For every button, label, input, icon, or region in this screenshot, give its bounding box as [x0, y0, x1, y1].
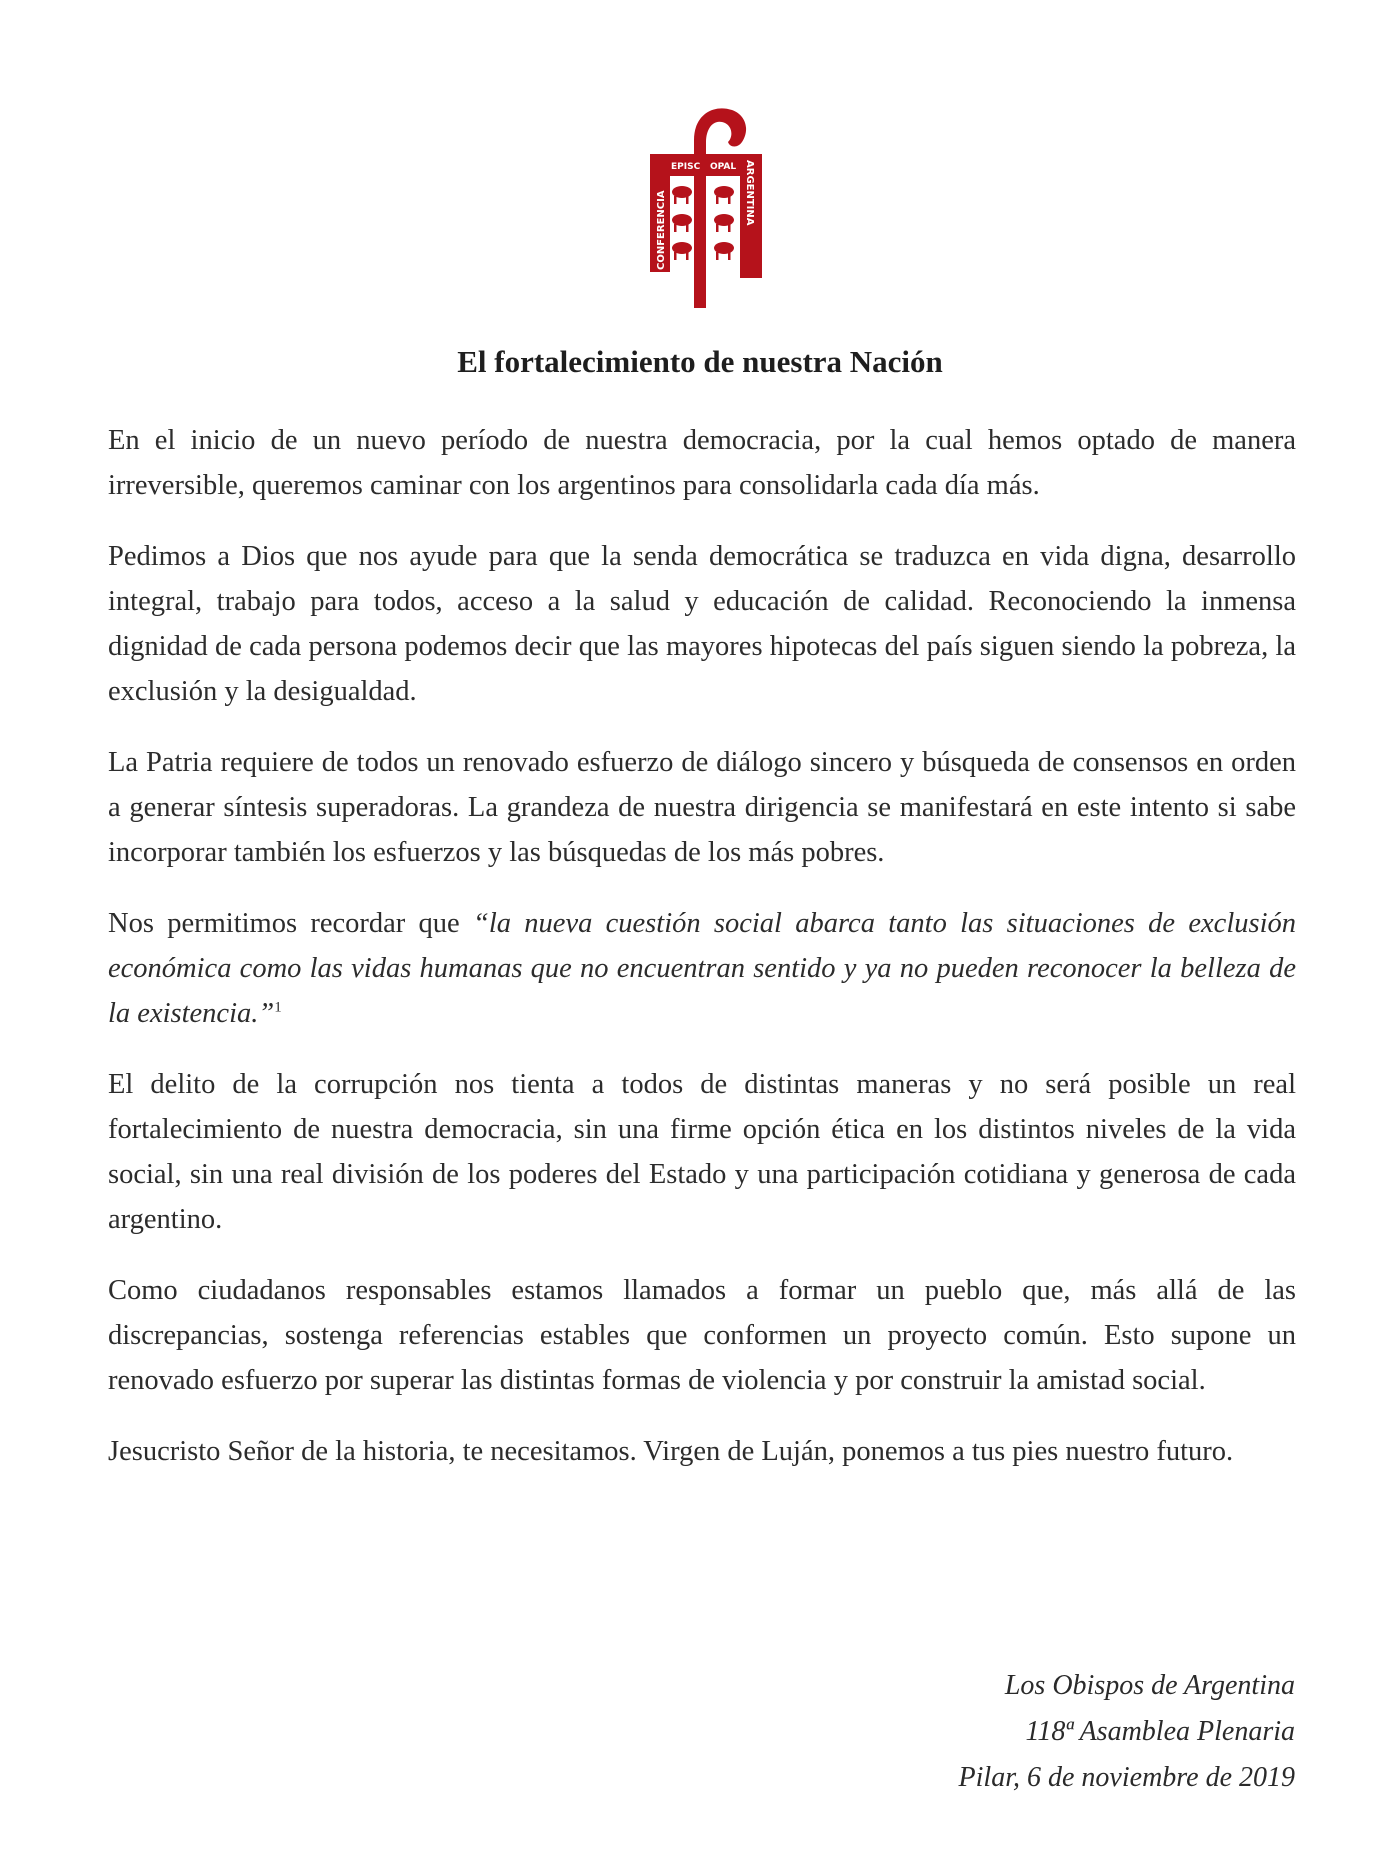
paragraph-2: Pedimos a Dios que nos ayude para que la senda democrática se traduzca en vida digna, desarrollo integral, trabajo para todos, acceso a la salud y educación de calidad. Reconociendo la inmensa dignidad de cada persona podemos decir que las mayores hipotecas del país siguen siendo la pobreza, la exclusión y la desigualdad.: [108, 541, 1296, 707]
paragraph-1: En el inicio de un nuevo período de nuestra democracia, por la cual hemos optado de manera irreversible, queremos caminar con los argentinos para consolidarla cada día más.: [108, 425, 1296, 501]
paragraph-4: [108, 901, 1296, 1036]
logo-text-top-left: EPISC: [671, 162, 701, 172]
document-title: El fortalecimiento de nuestra Nación: [457, 344, 943, 379]
episcopal-conference-logo: [628, 100, 778, 310]
footnote-marker: 1: [274, 999, 282, 1016]
signature-assembly: 118ª Asamblea Plenaria: [1025, 1716, 1295, 1747]
signature-authors: Los Obispos de Argentina: [1004, 1670, 1295, 1701]
document-body: [108, 418, 1296, 1500]
paragraph-6: Como ciudadanos responsables estamos llamados a formar un pueblo que, más allá de las discrepancias, sostenga referencias estables que conformen un proyecto común. Esto supone un renovado esfuerzo por superar las distintas formas de violencia y por construir la amistad social.: [108, 1275, 1296, 1396]
logo-text-top-right: OPAL: [710, 162, 737, 172]
paragraph-7: Jesucristo Señor de la historia, te necesitamos. Virgen de Luján, ponemos a tus pies nuestro futuro.: [108, 1436, 1234, 1467]
signature-place-date: Pilar, 6 de noviembre de 2019: [958, 1762, 1295, 1793]
paragraph-5: El delito de la corrupción nos tienta a todos de distintas maneras y no será posible un real fortalecimiento de nuestra democracia, sin una firme opción ética en los distintos niveles de la vida social, sin una real división de los poderes del Estado y una participación cotidiana y generosa de cada argentino.: [108, 1069, 1296, 1235]
quote-text: “la nueva cuestión social abarca tanto las situaciones de exclusión económica como las vidas humanas que no encuentran sentido y ya no pueden reconocer la belleza de la existencia.”: [108, 908, 1296, 1029]
signature-block: [959, 1663, 1295, 1801]
logo-text-right: ARGENTINA: [744, 160, 755, 226]
logo-text-left: CONFERENCIA: [656, 190, 667, 270]
paragraph-4-lead: Nos permitimos recordar que: [108, 908, 473, 939]
paragraph-3: La Patria requiere de todos un renovado esfuerzo de diálogo sincero y búsqueda de consensos en orden a generar síntesis superadoras. La grandeza de nuestra dirigencia se manifestará en este intento si sabe incorporar también los esfuerzos y las búsquedas de los más pobres.: [108, 747, 1296, 868]
